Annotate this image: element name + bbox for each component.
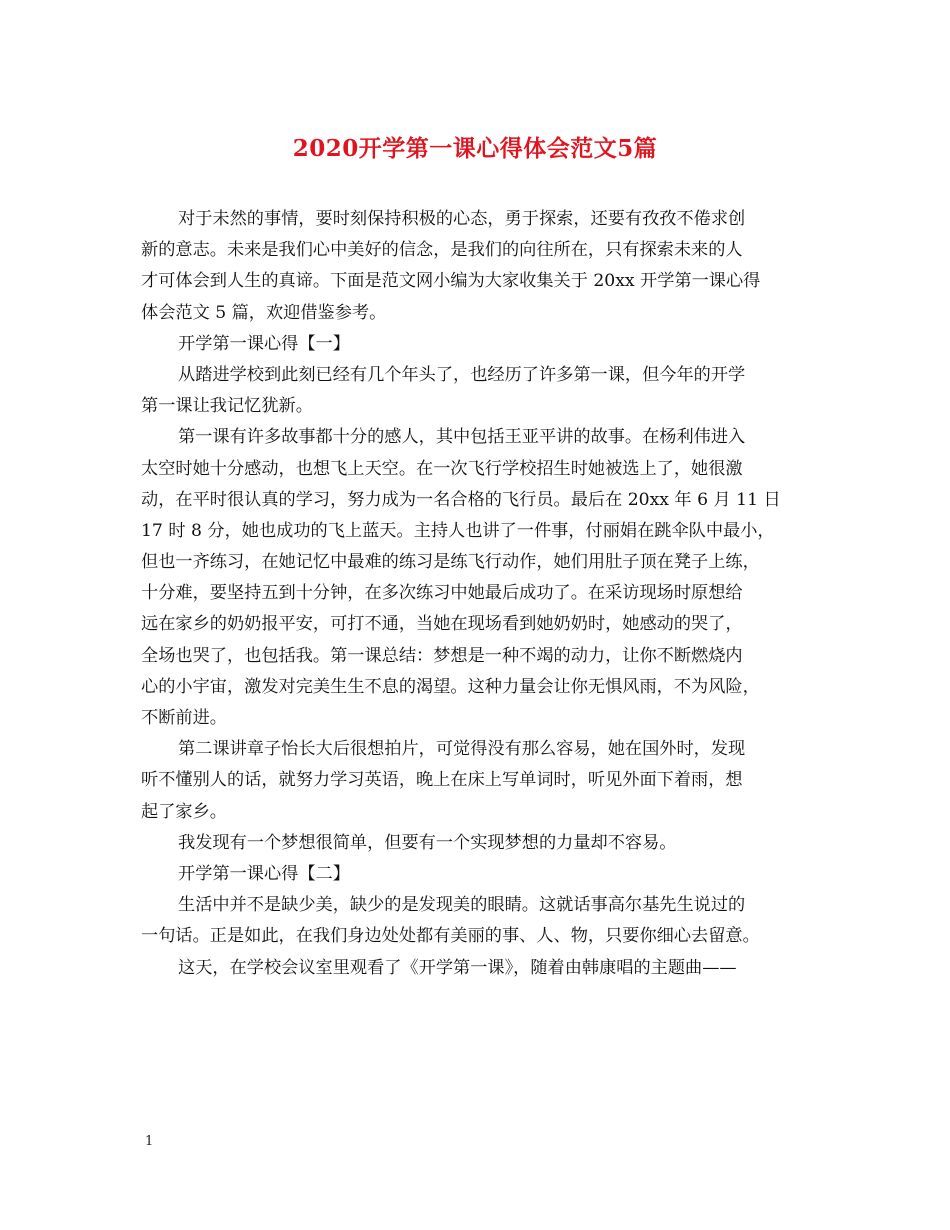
text-line: 一句话。正是如此，在我们身边处处都有美丽的事、人、物，只要你细心去留意。: [141, 926, 760, 947]
text-line: 生活中并不是缺少美，缺少的是发现美的眼睛。这就话事高尔基先生说过的: [178, 895, 746, 916]
text-line: 开学第一课心得【二】: [178, 863, 350, 884]
text-line: 第一课让我记忆犹新。: [141, 396, 313, 417]
text-line: 不断前进。: [141, 708, 227, 728]
document-title: 2020开学第一课心得体会范文5篇: [292, 135, 658, 162]
text-line: 第二课讲章子怡长大后很想拍片，可觉得没有那么容易，她在国外时，发现: [178, 739, 746, 760]
text-line: 远在家乡的奶奶报平安，可打不通，当她在现场看到她奶奶时，她感动的哭了，: [141, 614, 743, 635]
text-line: 才可体会到人生的真谛。下面是范文网小编为大家收集关于 20xx 开学第一课心得: [141, 271, 761, 292]
text-line: 太空时她十分感动，也想飞上天空。在一次飞行学校招生时她被选上了，她很激: [141, 458, 743, 479]
text-line: 对于未然的事情，要时刻保持积极的心态，勇于探索，还要有孜孜不倦求创: [178, 209, 746, 229]
text-line: 起了家乡。: [141, 801, 227, 822]
text-line: 听不懂别人的话，就努力学习英语，晚上在床上写单词时，听见外面下着雨，想: [141, 770, 743, 791]
text-line: 这天，在学校会议室里观看了《开学第一课》，随着由韩康唱的主题曲——: [178, 957, 737, 978]
text-line: 但也一齐练习，在她记忆中最难的练习是练飞行动作，她们用肚子顶在凳子上练，: [141, 552, 760, 573]
text-line: 全场也哭了，也包括我。第一课总结：梦想是一种不竭的动力，让你不断燃烧内: [141, 645, 743, 666]
text-line: 十分难，要坚持五到十分钟，在多次练习中她最后成功了。在采访现场时原想给: [141, 583, 743, 604]
text-line: 新的意志。未来是我们心中美好的信念，是我们的向往所在，只有探索未来的人: [141, 240, 743, 261]
text-line: 第一课有许多故事都十分的感人，其中包括王亚平讲的故事。在杨利伟进入: [178, 427, 746, 448]
text-line: 我发现有一个梦想很简单，但要有一个实现梦想的力量却不容易。: [178, 832, 677, 853]
text-line: 17 时 8 分，她也成功的飞上蓝天。主持人也讲了一件事，付丽娟在跳伞队中最小，: [141, 520, 775, 541]
page-number: 1: [145, 1134, 154, 1149]
document-body: [141, 204, 826, 984]
text-line: 动，在平时很认真的学习，努力成为一名合格的飞行员。最后在 20xx 年 6 月 11 日: [141, 489, 781, 510]
text-line: 从踏进学校到此刻已经有几个年头了，也经历了许多第一课，但今年的开学: [178, 364, 746, 385]
text-line: 心的小宇宙，激发对完美生生不息的渴望。这种力量会让你无惧风雨，不为风险，: [141, 676, 760, 697]
text-line: 体会范文 5 篇，欢迎借鉴参考。: [141, 302, 387, 323]
text-line: 开学第一课心得【一】: [178, 333, 350, 354]
